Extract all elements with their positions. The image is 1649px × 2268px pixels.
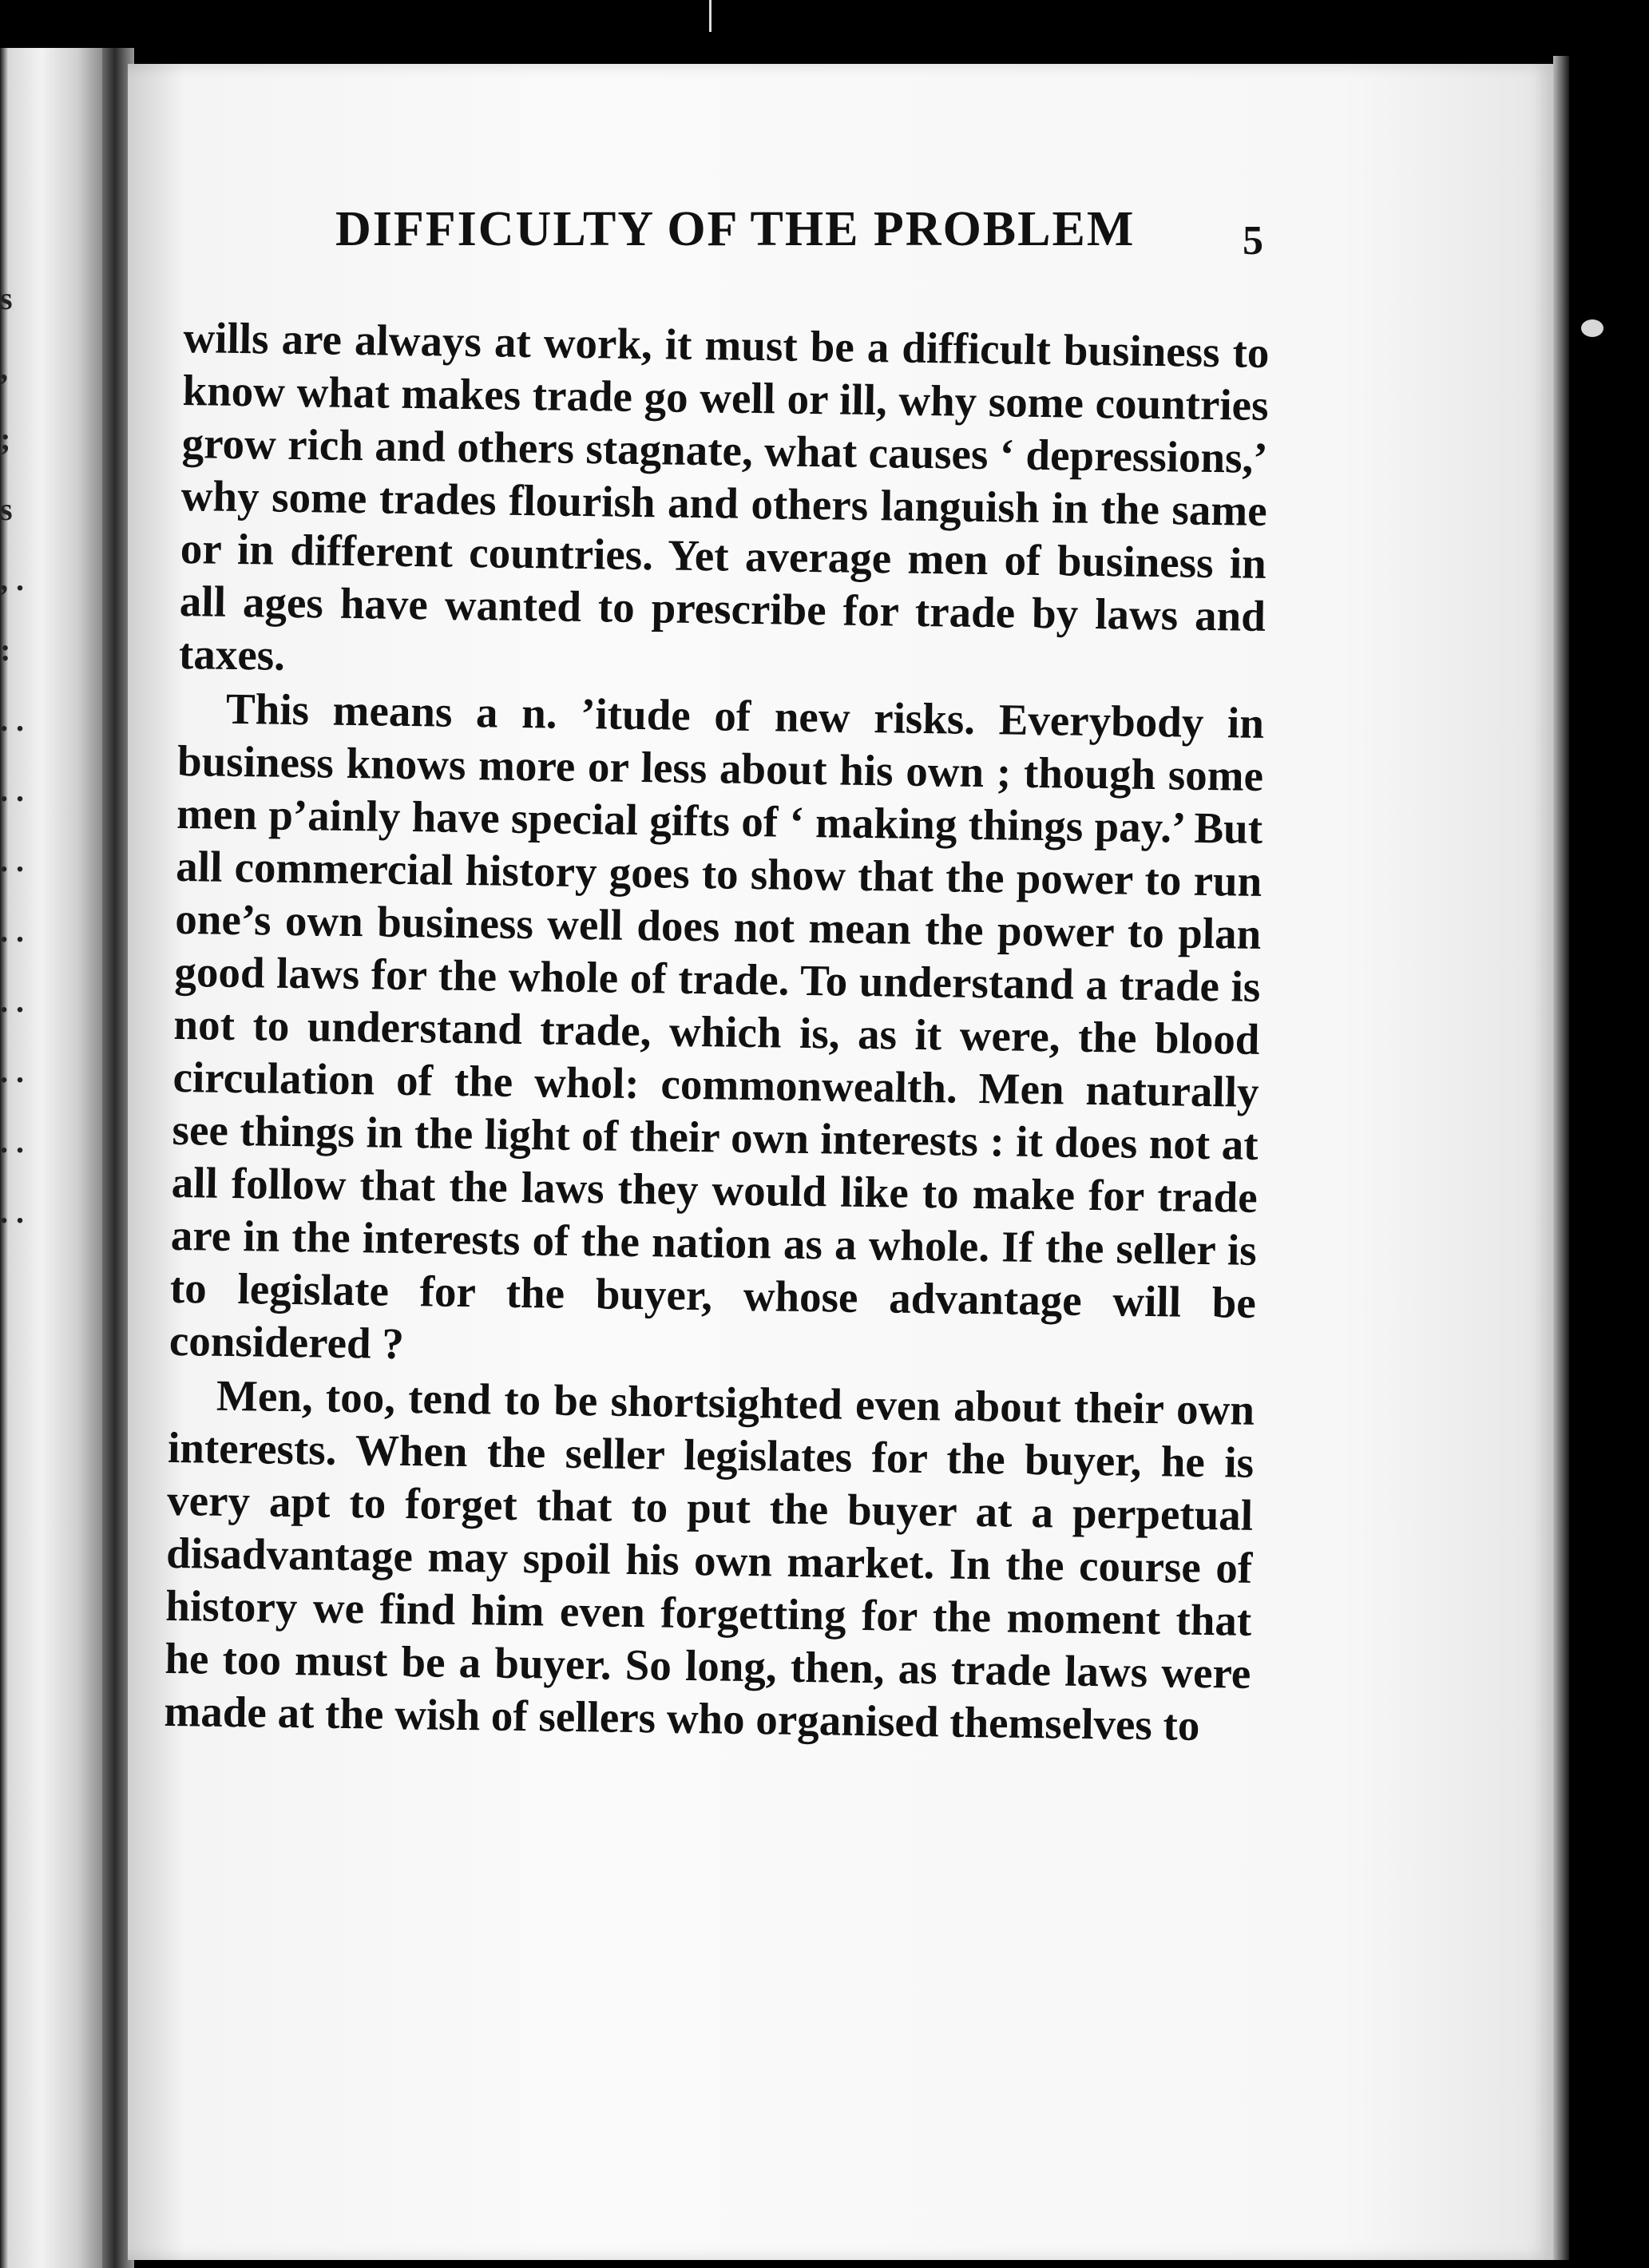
paragraph-3: Men, too, tend to be shortsighted even about their own interests. When the seller legislates for the buyer, he is very apt to forget that to put the buyer at a perpetual disadvantage may spoil his own market. In the course of history we find him even forgetting for the moment that he too must be a buyer. So long, then, as trade laws were made at the wish of sellers who organised themselves to [164,1370,1255,1750]
running-header: DIFFICULTY OF THE PROBLEM [335,202,1136,256]
page-right-edge [1553,56,1569,2260]
body-text [164,311,1270,1753]
scan-artifact-tick [709,0,712,32]
paragraph-1: wills are always at work, it must be a difficult business to know what makes trade go well or ill, why some countries grow rich and others stagnate, what causes ‘ depressions,’ why some trades flourish and others languish in the same or in different countries. Yet average men of business in all ages have wanted to prescribe for trade by laws and taxes. [178,312,1270,680]
page-number: 5 [1243,218,1263,264]
left-margin-marks: s , ; s , . : . . . . . . . . . . . . . . . . [0,280,24,1230]
paragraph-2: This means a n. ’itude of new risks. Everybody in business knows more or less about his own ; though some men p’ainly have special gifts of ‘ making things pay.’ But all commercial history goes to show that the power to run one’s own business well does not mean the power to plan good laws for the whole of trade. To understand a trade is not to understand trade, which is, as it were, the blood circulation of the whol: commonwealth. Men naturally see things in the light of their own interests : it does not at all follow that the laws they would like to make for trade are in the interests of the nation as a whole. If the seller is to legislate for the buyer, whose advantage will be considered ? [168,684,1265,1368]
ink-smudge [1581,319,1603,337]
